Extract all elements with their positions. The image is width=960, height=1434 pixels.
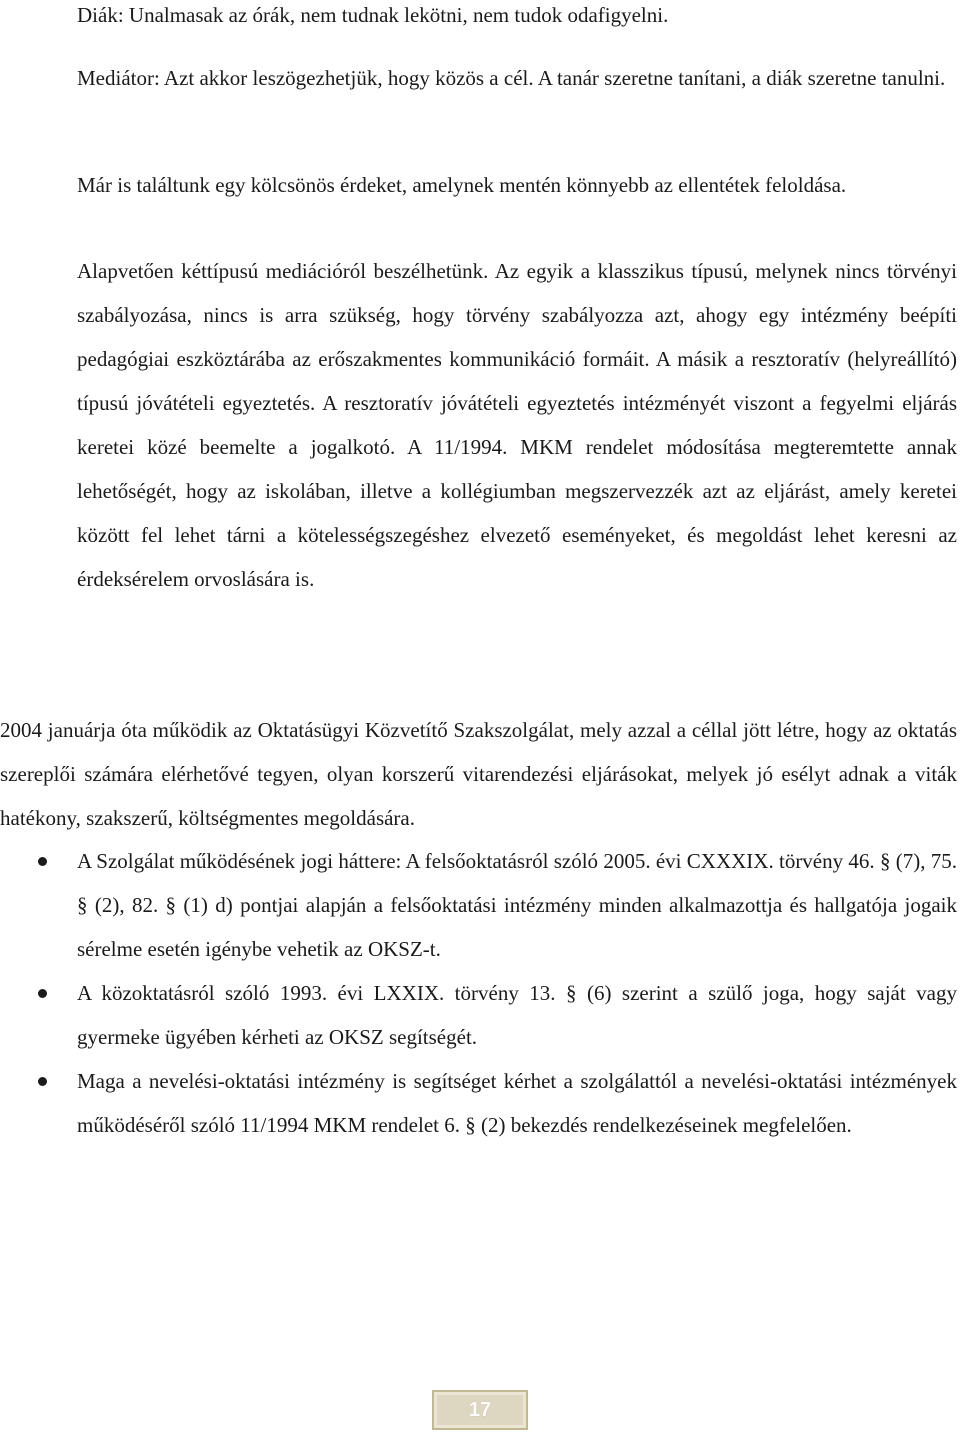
page-number-box [432,1390,528,1430]
mutual-interest-paragraph: Már is találtunk egy kölcsönös érdeket, amelynek mentén könnyebb az ellentétek feloldása. [77,173,847,197]
legal-background-list [0,839,957,1147]
page-number: 17 [468,1398,492,1421]
list-item [0,971,957,1059]
list-item [0,1059,957,1147]
dialogue-mediator: Mediátor: Azt akkor leszögezhetjük, hogy közös a cél. A tanár szeretne tanítani, a diák szeretne tanulni. [77,66,946,90]
dialogue-student: Diák: Unalmasak az órák, nem tudnak lekötni, nem tudok odafigyelni. [77,3,669,27]
bullet-icon [38,989,47,998]
mediation-types-paragraph: Alapvetően kéttípusú mediációról beszélhetünk. Az egyik a klasszikus típusú, melynek nincs törvényi szabályozása, nincs is arra szükség, hogy törvény szabályozza azt, ahogy egy intézmény beépíti pedagógiai eszköztárába az erőszakmentes kommunikáció formáit. A másik a resztoratív (helyreállító) típusú jóvátételi egyeztetés. A resztoratív jóvátételi egyeztetés intézményét viszont a fegyelmi eljárás keretei közé beemelte a jogalkotó. A 11/1994. MKM rendelet módosítása megteremtette annak lehetőségét, hogy az iskolában, illetve a kollégiumban megszervezzék azt az eljárást, amely keretei között fel lehet tárni a kötelességszegéshez elvezető eseményeket, és megoldást lehet keresni az érdeksérelem orvoslására is. [77,259,957,591]
bullet-icon [38,1077,47,1086]
bullet-icon [38,857,47,866]
list-item-text: A közoktatásról szóló 1993. évi LXXIX. törvény 13. § (6) szerint a szülő joga, hogy saját vagy gyermeke ügyében kérheti az OKSZ segítségét. [77,981,957,1049]
list-item [0,839,957,971]
oksz-intro-paragraph: 2004 januárja óta működik az Oktatásügyi Közvetítő Szakszolgálat, mely azzal a céllal jött létre, hogy az oktatás szereplői számára elérhetővé tegyen, olyan korszerű vitarendezési eljárásokat, melyek jó esélyt adnak a viták hatékony, szakszerű, költségmentes megoldására. [0,718,957,830]
list-item-text: A Szolgálat működésének jogi háttere: A felsőoktatásról szóló 2005. évi CXXXIX. törvény 46. § (7), 75. § (2), 82. § (1) d) pontjai alapján a felsőoktatási intézmény minden alkalmazottja és hallgatója jogaik sérelme esetén igénybe vehetik az OKSZ-t. [77,849,957,961]
list-item-text: Maga a nevelési-oktatási intézmény is segítséget kérhet a szolgálattól a nevelési-oktatási intézmények működéséről szóló 11/1994 MKM rendelet 6. § (2) bekezdés rendelkezéseinek megfelelően. [77,1069,957,1137]
